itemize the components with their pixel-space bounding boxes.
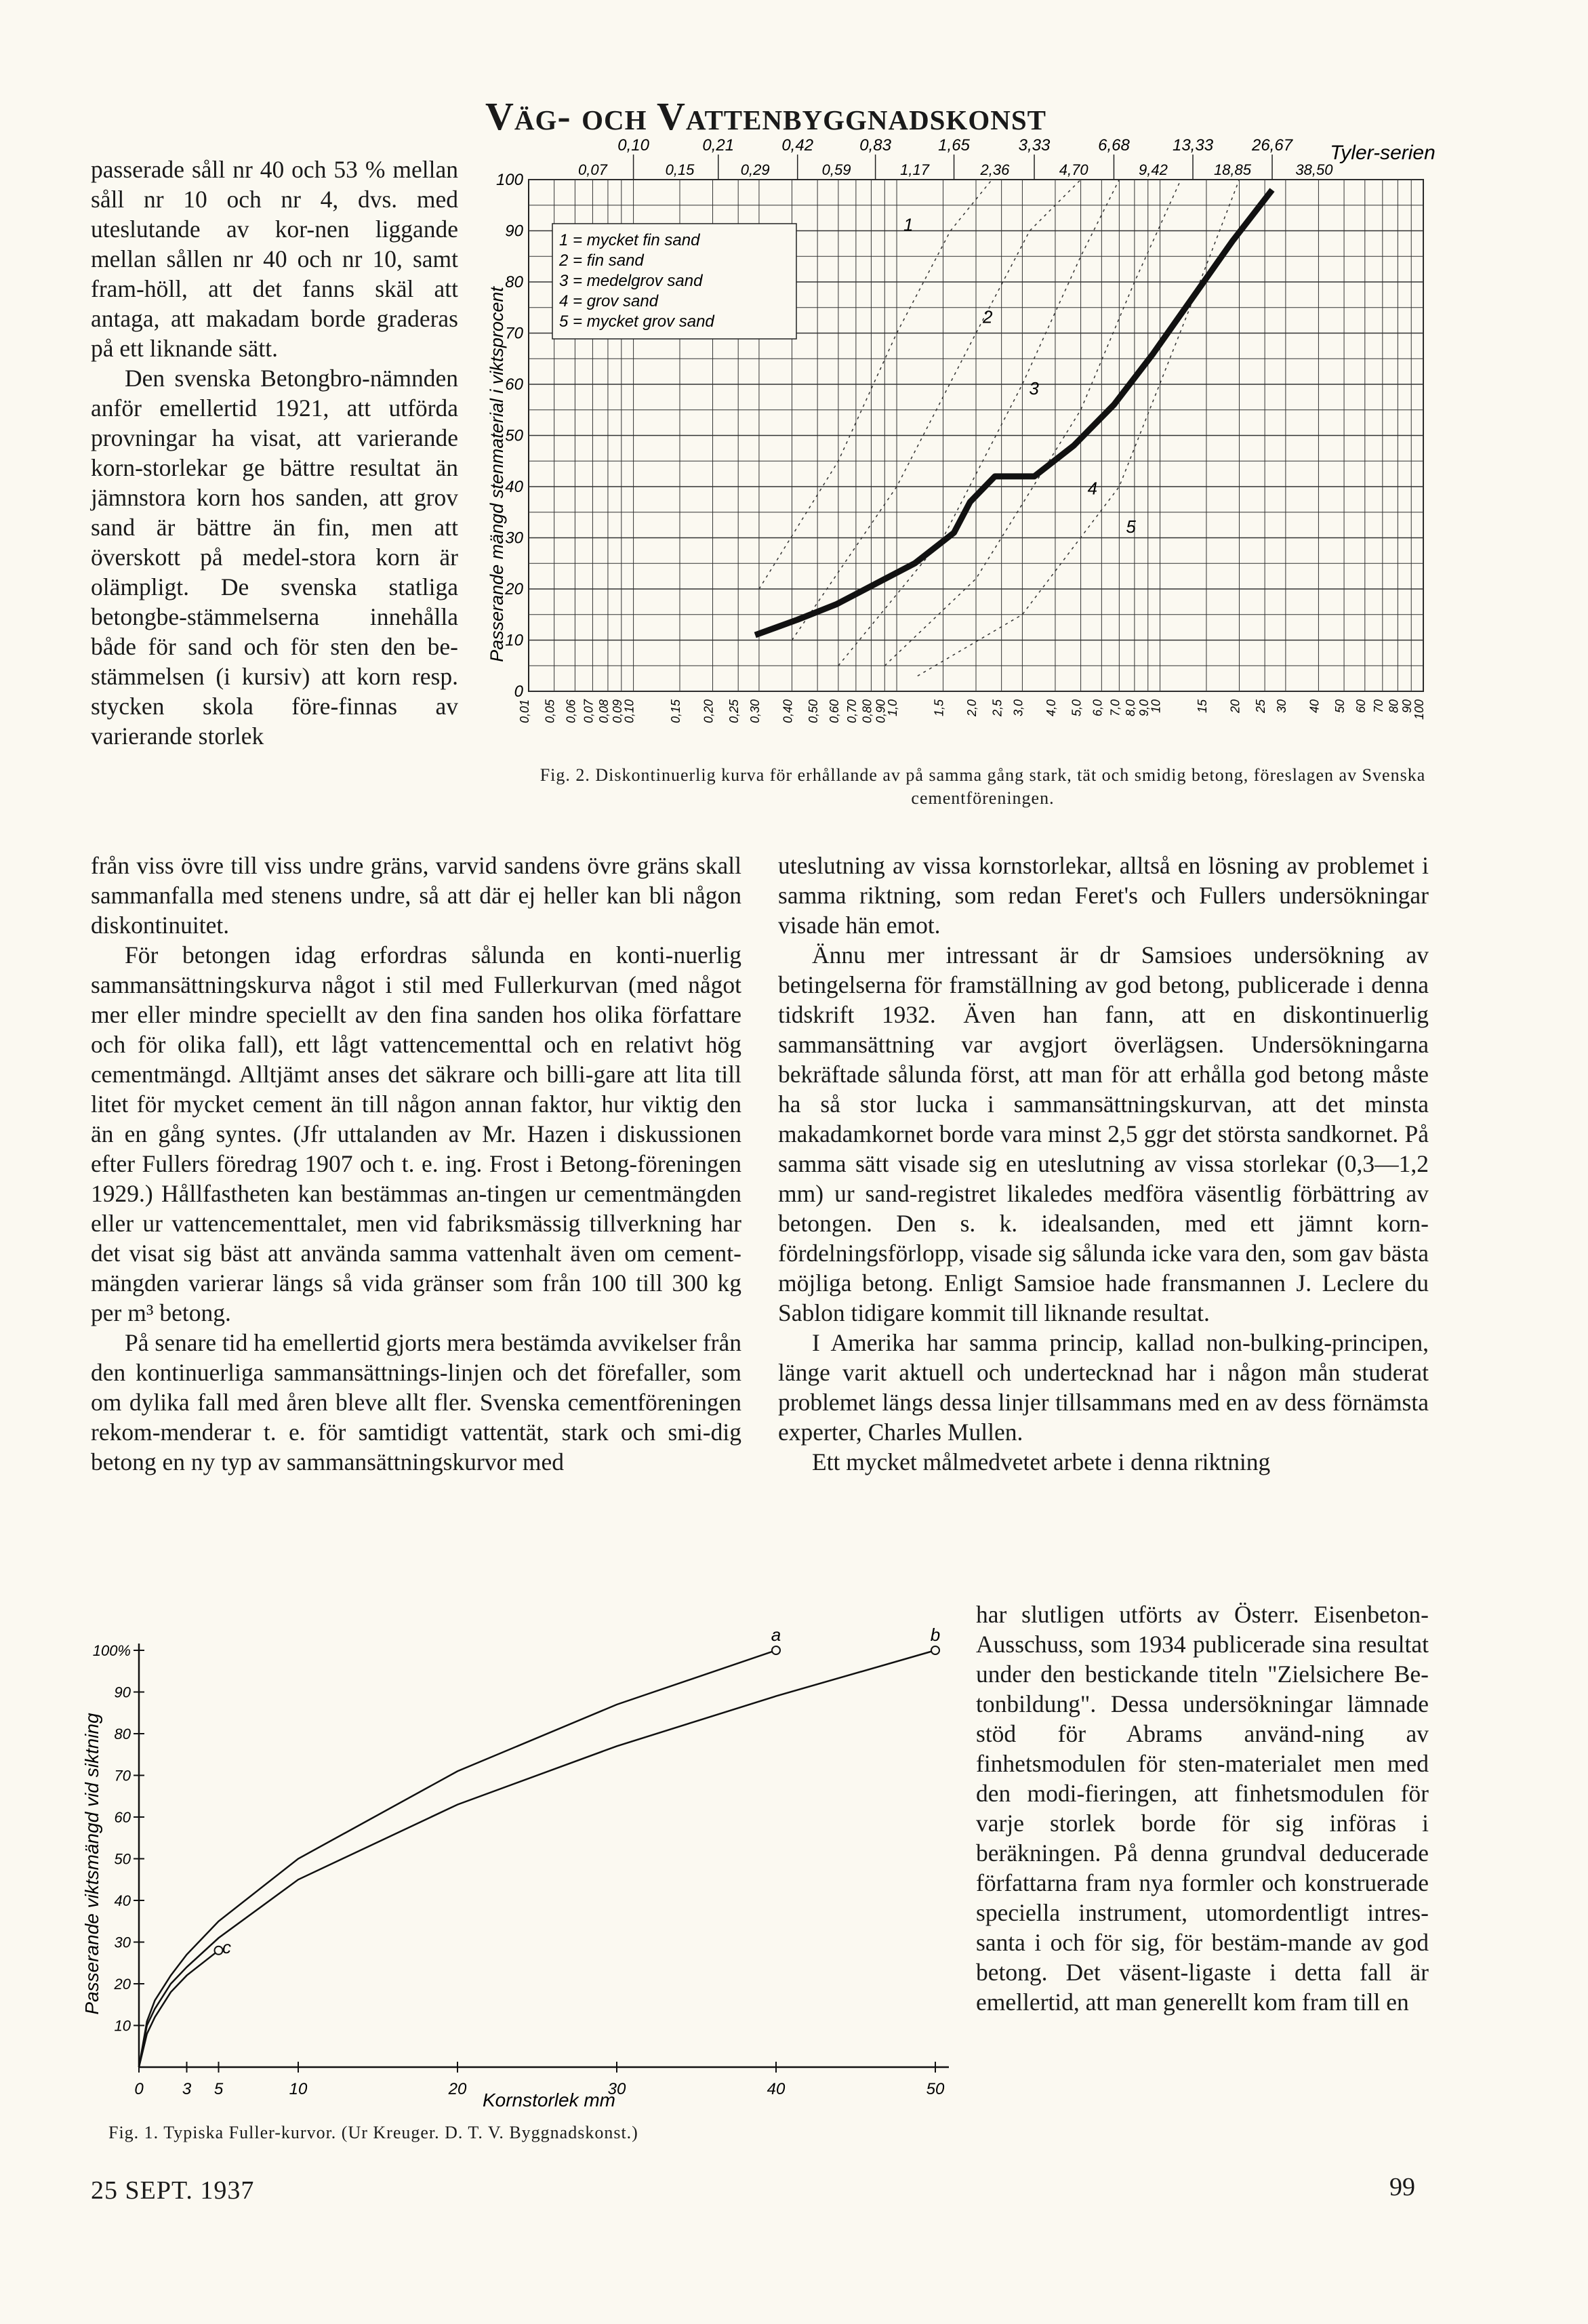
fig1-y-tick: 50 — [114, 1850, 131, 1868]
fig2-bottom-label: 0,90 — [874, 699, 888, 724]
fig2-top-label: 0,21 — [702, 136, 735, 155]
fig2-bottom-label: 2,0 — [965, 699, 979, 717]
fig2-bottom-label: 0,05 — [543, 699, 557, 724]
fig2-zone-curves — [759, 180, 1240, 676]
fig2-top-label-lower: 18,85 — [1213, 161, 1252, 178]
fig2-legend-entry: 5 = mycket grov sand — [559, 312, 714, 331]
fig2-y-tick: 10 — [505, 631, 523, 650]
fig2-top-label: 13,33 — [1172, 136, 1214, 155]
fig2-bottom-label: 9,0 — [1137, 699, 1151, 717]
fig1-caption: Fig. 1. Typiska Fuller-kurvor. (Ur Kreuger. D. T. V. Byggnadskonst.) — [108, 2123, 638, 2142]
fig2-top-labels-lower — [578, 161, 1333, 178]
fig2-bottom-label: 70 — [1371, 699, 1385, 714]
fig1-y-axis-label: Passerande viktsmängd vid siktning — [81, 1713, 102, 2015]
fig2-bottom-label: 0,01 — [518, 699, 531, 724]
fig2-top-label: 1,65 — [938, 136, 970, 155]
fig2-bottom-label: 2,5 — [990, 699, 1004, 717]
paragraph: Ett mycket målmedvetet arbete i denna riktning — [812, 1448, 1271, 1475]
fig2-top-label: 0,42 — [781, 136, 814, 155]
fig2-zone-label: 4 — [1087, 478, 1098, 499]
fig2-bottom-label: 90 — [1400, 699, 1414, 714]
fig1-y-tick: 60 — [114, 1809, 131, 1826]
fig2-bottom-label: 25 — [1254, 699, 1268, 714]
fig1-chart — [75, 1620, 969, 2115]
fig2-y-tick: 80 — [505, 273, 523, 291]
fig2-bottom-label: 0,30 — [748, 699, 762, 724]
fig1-y-tick: 10 — [114, 2017, 131, 2035]
fig2-bottom-label: 0,10 — [622, 699, 636, 724]
fig1-x-tick: 0 — [134, 2080, 144, 2098]
fig2-bottom-label: 0,08 — [596, 699, 611, 724]
fig2-legend-entry: 1 = mycket fin sand — [559, 231, 700, 249]
fig2-bottom-label: 6,0 — [1091, 699, 1105, 717]
fig2-legend-entry: 3 = medelgrov sand — [559, 272, 703, 290]
fig2-top-label: 0,83 — [859, 136, 891, 155]
fig2-bottom-label: 60 — [1353, 699, 1368, 714]
fig1-y-tick: 20 — [114, 1976, 131, 1993]
fig2-bottom-label: 0,06 — [564, 699, 578, 724]
fig2-bottom-label: 1,0 — [886, 699, 900, 717]
fig2-bottom-label: 3,0 — [1011, 699, 1025, 717]
fig1-curve-end-marker — [931, 1646, 939, 1654]
fig2-bottom-label: 0,80 — [860, 699, 874, 724]
fig2-y-tick: 20 — [505, 580, 523, 598]
paragraph: Ännu mer intressant är dr Samsioes undersökning av betingelserna för framställning av god betong, publicerade i denna tidskrift 1932. Även han fann, att en diskontinuerlig sammansättning var avgjort överlägsen. Undersökningarna bekräftade sålunda först, att man för att erhålla god betong måste ha så stor lucka i sammansättningskurvan, att det minsta makadamkornet borde vara minst 2,5 ggr det största sandkornet. På samma sätt visade sig en uteslutning av vissa storlekar (0,3—1,2 mm) ur sand-registret likaledes medföra väsentlig förbättring av betongen. Den s. k. idealsanden, med ett jämnt korn-fördelningsförlopp, visade sig sålunda icke vara den, som gav bästa möjliga betong. Enligt Samsioe hade fransmannen J. Leclere du Sablon tidigare kommit till liknande resultat. — [778, 941, 1429, 1326]
fig2-bottom-label: 0,07 — [582, 699, 596, 724]
fig2-bottom-label: 0,15 — [668, 699, 683, 724]
fig2-y-tick: 0 — [514, 682, 523, 701]
fig2-top-label-lower: 1,17 — [900, 161, 929, 178]
paragraph: För betongen idag erfordras sålunda en konti-nuerlig sammansättningskurva något i stil med Fullerkurvan (med något mer eller mindre speciellt av den fina sanden hos olika författare och för olika fall), ett lågt vattencementtal och en relativt hög cementmängd. Alltjämt anses det säkrare och billi-gare att lita till litet för mycket cement än till någon annan faktor, hur viktig den än en gång syntes. (Jfr uttalanden av Mr. Hazen i diskussionen efter Fullers föredrag 1907 och t. e. ing. Frost i Betong-föreningen 1929.) Hållfastheten kan bestämmas an-tingen ur cementmängden eller ur vattencementtalet, men vid fabriksmässig tillverkning har det visat sig bäst att använda samma vattenhalt även om cement-mängden varierar längs så vida gränser som från 100 till 300 kg per m³ betong. — [91, 941, 741, 1326]
fig2-legend-entry: 2 = fin sand — [559, 251, 644, 270]
fig1-curve-label: b — [930, 1625, 941, 1645]
fig1-y-tick: 70 — [114, 1767, 131, 1785]
fig2-bottom-label: 0,25 — [727, 699, 741, 724]
fig2-y-tick: 30 — [505, 529, 523, 548]
paragraph: har slutligen utförts av Österr. Eisenbeton-Ausschuss, som 1934 publicerade sina resultat under den bestickande titeln "Zielsichere Be-tonbildung". Dessa undersökningar lämnade stöd för Abrams använd-ning av finhetsmodulen för sten-materialet men med den modi-fieringen, att finhetsmodulen för varje storlek borde för sig införas i beräkningen. På denna grundval deducerade författarna fram nya formler och konstruerade speciella instrument, utomordentligt intres-santa i och för sig, för bestäm-mande av god betong. Det väsent-ligaste i detta fall är emellertid, att man generellt kom fram till en — [976, 1601, 1429, 2016]
fig2-zone-curve — [884, 180, 1181, 666]
fig1-y-tick: 30 — [114, 1934, 131, 1951]
fig2-bottom-label: 15 — [1195, 699, 1209, 714]
fig2-zone-curve — [918, 180, 1240, 676]
fig2-top-label-lower: 0,29 — [740, 161, 770, 178]
footer-date: 25 SEPT. 1937 — [91, 2176, 255, 2205]
fig2-bottom-label: 0,50 — [807, 699, 821, 724]
fig2-top-label: 26,67 — [1251, 136, 1293, 155]
fig2-bottom-label: 50 — [1333, 699, 1347, 714]
fig2-series-label: Tyler-serien — [1330, 142, 1436, 164]
fig2-bottom-label: 8,0 — [1123, 699, 1137, 717]
paragraph: från viss övre till viss undre gräns, varvid sandens övre gräns skall sammanfalla med stenens undre, så att där ej heller kan bli någon diskontinuitet. — [91, 852, 741, 939]
fig1-curve-end-marker — [772, 1646, 780, 1654]
page-header: Väg- och Vattenbyggnadskonst — [485, 94, 1047, 138]
fig1-curve-label: a — [771, 1625, 781, 1645]
fig2-zone-label: 2 — [983, 306, 993, 327]
fig2-top-label-lower: 4,70 — [1059, 161, 1088, 178]
fig2-zone-label: 1 — [903, 214, 914, 235]
fig1-x-tick: 10 — [289, 2080, 308, 2098]
fig2-bottom-label: 20 — [1228, 699, 1242, 714]
text-column-right — [778, 851, 1429, 1477]
fig2-bottom-label: 0,40 — [781, 699, 795, 724]
fig2-y-tick: 70 — [505, 324, 523, 343]
fig1-y-tick: 80 — [114, 1726, 131, 1742]
paragraph: uteslutning av vissa kornstorlekar, alltså en lösning av problemet i samma riktning, som redan Feret's och Fullers undersökningar visade hän emot. — [778, 852, 1429, 939]
fig2-y-tick: 90 — [505, 222, 523, 241]
fig2-top-label-lower: 38,50 — [1295, 161, 1333, 178]
fig1-x-tick: 50 — [926, 2080, 945, 2098]
fig1-x-axis-label: Kornstorlek mm — [482, 2089, 616, 2111]
fig2-y-tick: 100 — [495, 171, 523, 189]
fig2-legend-entry: 4 = grov sand — [559, 292, 659, 310]
fig2-top-labels-upper — [617, 136, 1293, 180]
text-column-bottom-right — [976, 1599, 1429, 2017]
fig1-x-tick: 5 — [213, 2080, 224, 2098]
fig2-bottom-label: 10 — [1149, 699, 1163, 714]
fig2-top-label: 6,68 — [1098, 136, 1130, 155]
fig2-bottom-label: 40 — [1307, 699, 1322, 714]
fig1-axes — [139, 1644, 949, 2067]
fig2-zone-curve — [838, 180, 1119, 666]
fig2-bottom-label: 80 — [1387, 699, 1401, 714]
fig2-bottom-label: 100 — [1412, 699, 1426, 720]
fig2-bottom-label: 0,20 — [701, 699, 716, 724]
fig2-bottom-label: 0,09 — [610, 699, 624, 724]
fig1-x-tick: 30 — [607, 2080, 626, 2098]
fig1-curve-label: c — [222, 1936, 231, 1957]
fig2-bottom-label: 30 — [1274, 699, 1288, 714]
fig2-chart — [474, 136, 1437, 759]
page-number: 99 — [1389, 2173, 1415, 2201]
fig1-curve-labels — [222, 1625, 940, 1957]
fig2-bottom-label: 5,0 — [1070, 699, 1084, 717]
fig1-curve-a — [139, 1650, 776, 2067]
fig2-bottom-label: 7,0 — [1108, 699, 1122, 717]
fig2-top-label-lower: 2,36 — [980, 161, 1010, 178]
fig2-y-axis-label: Passerande mängd stenmaterial i viktsprocent — [487, 287, 507, 662]
fig2-zone-label: 3 — [1029, 378, 1039, 399]
fig2-y-tick: 60 — [505, 375, 523, 394]
fig2-zone-label: 5 — [1126, 516, 1136, 537]
paragraph: På senare tid ha emellertid gjorts mera bestämda avvikelser från den kontinuerliga sammansättnings-linjen och det förefaller, som om dylika fall med åren bleve allt fler. Svenska cementföreningen rekom-menderar t. e. för samtidigt vattentät, stark och smi-dig betong en ny typ av sammansättningskurvor med — [91, 1329, 741, 1475]
fig2-legend — [558, 231, 714, 331]
fig1-y-tick: 90 — [114, 1684, 131, 1701]
fig2-top-label-lower: 0,59 — [821, 161, 851, 178]
fig2-bottom-label: 0,70 — [844, 699, 859, 724]
fig2-bottom-label: 4,0 — [1044, 699, 1058, 717]
fig2-bottom-label: 0,60 — [827, 699, 841, 724]
fig2-top-label-lower: 0,07 — [577, 161, 607, 178]
fig2-top-label-lower: 9,42 — [1139, 161, 1168, 178]
fig1-x-tick: 3 — [182, 2080, 192, 2098]
text-column-top-left — [91, 155, 458, 751]
fig1-x-tick: 40 — [767, 2080, 786, 2098]
fig2-bottom-label: 1,5 — [932, 699, 946, 717]
fig2-y-tick: 50 — [505, 426, 523, 445]
text-column-left — [91, 851, 741, 1477]
paragraph: Den svenska Betongbro-nämnden anför emellertid 1921, att utförda provningar ha visat, att varierande korn-storlekar ge bättre resultat än jämnstora korn hos sanden, att grov sand är bättre än fin, men att överskott på medel-stora korn är olämpligt. De svenska statliga betongbe-stämmelserna innehålla både för sand och för sten den be-stämmelsen (i kursiv) att korn resp. stycken skola före-finnas av varierande storlek — [91, 365, 458, 750]
fig1-curves — [139, 1646, 939, 2067]
paragraph: I Amerika har samma princip, kallad non-bulking-principen, länge varit aktuell och undertecknad har i någon mån studerat problemet längs dessa linjer tillsammans med en av dess förnämsta experter, Charles Mullen. — [778, 1329, 1429, 1446]
fig2-top-label-lower: 0,15 — [665, 161, 695, 178]
fig1-y-tick: 100% — [92, 1642, 131, 1659]
fig2-bottom-labels — [518, 699, 1426, 723]
fig2-caption: Fig. 2. Diskontinuerlig kurva för erhållande av på samma gång stark, tät och smidig betong, föreslagen av Svenska cementföreningen. — [539, 765, 1426, 808]
fig2-y-tick: 40 — [505, 478, 523, 496]
fig2-top-label: 0,10 — [617, 136, 649, 155]
paragraph: passerade såll nr 40 och 53 % mellan såll nr 10 och nr 4, dvs. med uteslutande av kor-nen liggande mellan sållen nr 40 och nr 10, samt fram-höll, att det fanns skäl att antaga, att makadam borde graderas på ett liknande sätt. — [91, 156, 458, 362]
fig1-curve-end-marker — [215, 1946, 223, 1955]
fig2-top-label: 3,33 — [1018, 136, 1051, 155]
fig1-x-tick: 20 — [448, 2080, 467, 2098]
fig1-y-tick: 40 — [114, 1892, 131, 1909]
fig1-curve-b — [139, 1650, 935, 2067]
